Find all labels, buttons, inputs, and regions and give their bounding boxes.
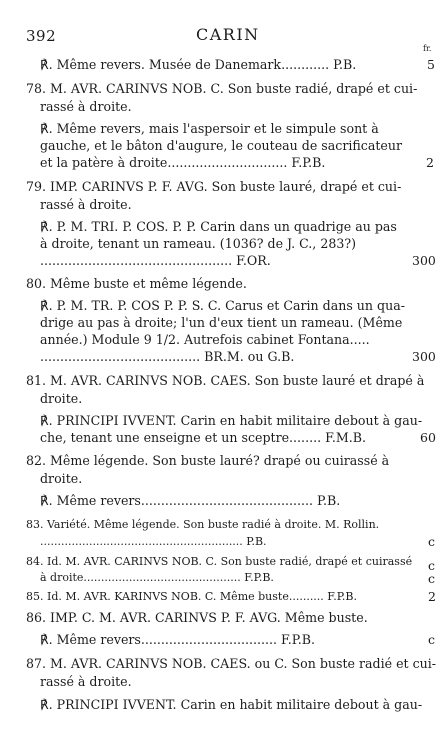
text-line: ℟. Même revers. Musée de Danemark............ P.B. bbox=[40, 57, 357, 72]
text-line: ........................................ BR.M. ou G.B. bbox=[40, 349, 295, 364]
text-line: ℟. P. M. TR. P. COS P. P. S. C. Carus et Carin dans un qua- bbox=[40, 298, 405, 313]
text-line: che, tenant une enseigne et un sceptre........ F.M.B. bbox=[40, 430, 367, 445]
value-cell: 5 bbox=[427, 57, 435, 72]
text-line: ℟. P. M. TRI. P. COS. P. P. Carin dans un quadrige au pas bbox=[40, 219, 397, 234]
value-cell: 2 bbox=[426, 155, 434, 170]
text-line: 82. Même légende. Son buste lauré? drapé ou cuirassé à bbox=[26, 453, 390, 468]
text-line: droite. bbox=[40, 391, 83, 406]
value-cell: c bbox=[428, 571, 436, 586]
text-line: à droite, tenant un rameau. (1036? de J. C., 283?) bbox=[40, 236, 357, 251]
text-line: rassé à droite. bbox=[40, 197, 132, 212]
text-line: 86. IMP. C. M. AVR. CARINVS P. F. AVG. Même buste. bbox=[26, 610, 368, 625]
value-cell: c bbox=[428, 534, 436, 549]
text-line: 83. Variété. Même légende. Son buste radié à droite. M. Rollin. bbox=[26, 518, 380, 531]
text-line: et la patère à droite.............................. F.P.B. bbox=[40, 155, 326, 170]
value-column-label: fr. bbox=[423, 44, 432, 53]
text-line: droite. bbox=[40, 471, 83, 486]
value-cell: 60 bbox=[420, 430, 436, 445]
text-line: 85. Id. M. AVR. KARINVS NOB. C. Même buste.......... F.P.B. bbox=[26, 590, 357, 603]
text-line: 78. M. AVR. CARINVS NOB. C. Son buste radié, drapé et cui- bbox=[26, 81, 418, 96]
text-line: ℟. Même revers, mais l'aspersoir et le simpule sont à bbox=[40, 121, 379, 136]
text-line: drige au pas à droite; l'un d'eux tient un rameau. (Même bbox=[40, 315, 403, 330]
value-cell: 2 bbox=[428, 589, 436, 604]
value-cell: 300 bbox=[412, 253, 436, 268]
text-line: rassé à droite. bbox=[40, 99, 132, 114]
value-cell: c bbox=[428, 632, 436, 647]
text-line: ℟. PRINCIPI IVVENT. Carin en habit militaire debout à gau- bbox=[40, 413, 423, 428]
text-line: année.) Module 9 1/2. Autrefois cabinet Fontana..... bbox=[40, 332, 370, 347]
text-line: 81. M. AVR. CARINVS NOB. CAES. Son buste lauré et drapé à bbox=[26, 373, 425, 388]
text-line: gauche, et le bâton d'augure, le couteau de sacrificateur bbox=[40, 138, 402, 153]
text-line: .......................................................... P.B. bbox=[40, 535, 267, 548]
text-line: 84. Id. M. AVR. CARINVS NOB. C. Son buste radié, drapé et cuirassé bbox=[26, 555, 413, 568]
text-line: ................................................ F.OR. bbox=[40, 253, 271, 268]
text-line: rassé à droite. bbox=[40, 674, 132, 689]
page-number: 392 bbox=[26, 27, 57, 45]
text-line: ℟. PRINCIPI IVVENT. Carin en habit militaire debout à gau- bbox=[40, 697, 423, 712]
value-cell: 300 bbox=[412, 349, 436, 364]
running-title: CARIN bbox=[196, 25, 260, 44]
value-cell: c bbox=[428, 558, 436, 573]
text-line: 80. Même buste et même légende. bbox=[26, 276, 247, 291]
text-line: 79. IMP. CARINVS P. F. AVG. Son buste lauré, drapé et cui- bbox=[26, 179, 402, 194]
text-line: à droite............................................. F.P.B. bbox=[40, 571, 274, 584]
text-line: ℟. Même revers........................................... P.B. bbox=[40, 493, 341, 508]
text-line: ℟. Même revers.................................. F.P.B. bbox=[40, 632, 315, 647]
text-line: 87. M. AVR. CARINVS NOB. CAES. ou C. Son buste radié et cui- bbox=[26, 656, 437, 671]
